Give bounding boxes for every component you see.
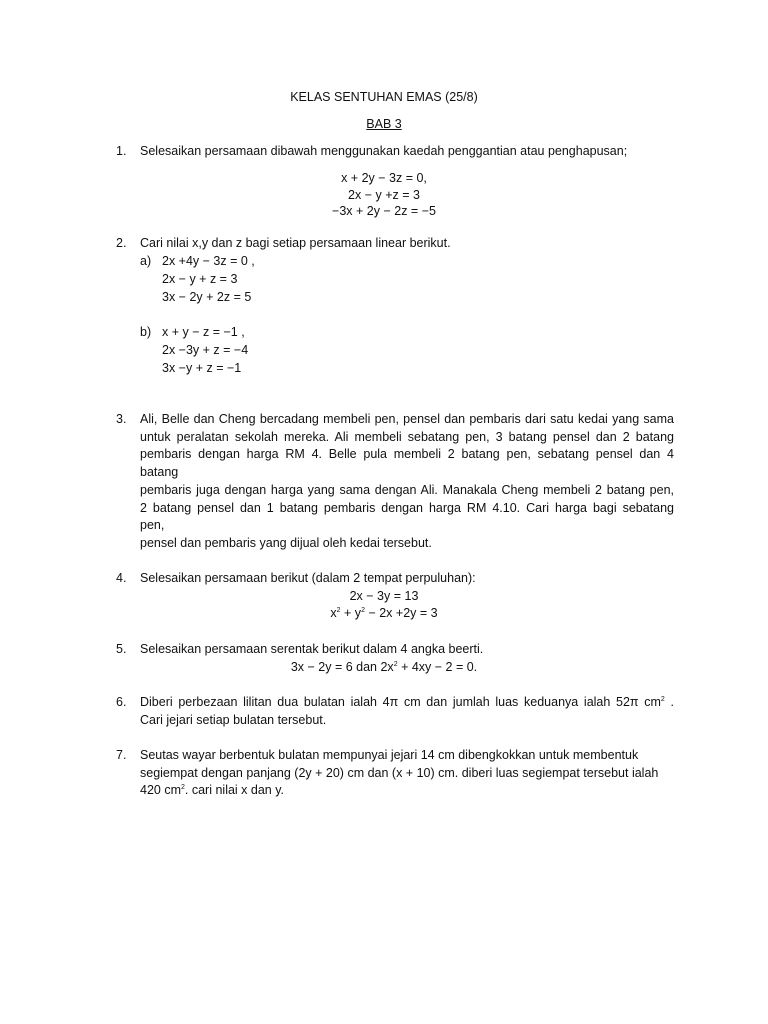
q6-number: 6. bbox=[116, 695, 127, 709]
q3-number: 3. bbox=[116, 412, 127, 426]
q5-equation bbox=[0, 659, 768, 675]
q2b-equation-1: x + y − z = −1 , bbox=[162, 325, 245, 339]
q7-line-3-text: . cari nilai x dan y. bbox=[184, 783, 285, 797]
q1-text: Selesaikan persamaan dibawah menggunakan kaedah penggantian atau penghapusan; bbox=[140, 144, 628, 158]
q4-number: 4. bbox=[116, 571, 127, 585]
q7-line-3-exponent: 2 bbox=[181, 784, 185, 791]
q7-line-1: Seutas wayar berbentuk bulatan mempunyai jejari 14 cm dibengkokkan untuk membentuk bbox=[140, 748, 639, 762]
q4-eq2-x-exponent: 2 bbox=[336, 607, 341, 614]
q4-eq2-y-exponent: 2 bbox=[361, 607, 365, 614]
q3-line-6: 2 batang pensel dan 1 batang pembaris dengan harga RM 4.10. Cari harga bagi sebatang bbox=[140, 501, 674, 515]
q3-line-5: pembaris juga dengan harga yang sama dengan Ali. Manakala Cheng membeli 2 batang pen, bbox=[140, 483, 674, 497]
q3-line-1: Ali, Belle dan Cheng bercadang membeli pen, pensel dan pembaris dari satu kedai yang sama bbox=[140, 412, 674, 426]
q2a-equation-1: 2x +4y − 3z = 0 , bbox=[162, 254, 255, 268]
q7-number: 7. bbox=[116, 748, 127, 762]
q2-number: 2. bbox=[116, 236, 127, 250]
q3-line-7: pen, bbox=[140, 518, 165, 532]
q2a-equation-3: 3x − 2y + 2z = 5 bbox=[162, 290, 252, 304]
q3-line-3: pembaris dengan harga RM 4. Belle pula membeli 2 batang pen, sebatang pensel dan 4 bbox=[140, 447, 674, 461]
q2b-label: b) bbox=[140, 325, 152, 339]
q3-line-4: batang bbox=[140, 465, 179, 479]
q1-equation-1: x + 2y − 3z = 0, bbox=[341, 171, 427, 185]
q7-line-3-value: 420 cm bbox=[140, 783, 181, 797]
page-title: KELAS SENTUHAN EMAS (25/8) bbox=[290, 90, 478, 104]
q6-line-1-text: Diberi perbezaan lilitan dua bulatan ialah 4π cm dan jumlah luas keduanya ialah 52π cm bbox=[140, 695, 661, 709]
q2b-equation-2: 2x −3y + z = −4 bbox=[162, 343, 249, 357]
q7-line-3 bbox=[140, 782, 284, 798]
q6-line-1-end: . bbox=[664, 695, 674, 709]
q5-eq-pre: 3x − 2y = 6 dan 2x bbox=[290, 660, 394, 674]
q1-number: 1. bbox=[116, 144, 127, 158]
q4-eq2-x: x bbox=[330, 606, 337, 620]
q1-equation-3: −3x + 2y − 2z = −5 bbox=[332, 204, 436, 218]
q5-text: Selesaikan persamaan serentak berikut dalam 4 angka beerti. bbox=[140, 642, 484, 656]
q3-line-2: untuk peralatan sekolah mereka. Ali membeli sebatang pen, 3 batang pensel dan 2 batang bbox=[140, 430, 674, 444]
q4-eq2-rest: − 2x +2y = 3 bbox=[364, 606, 438, 620]
q2b-equation-3: 3x −y + z = −1 bbox=[162, 361, 242, 375]
q5-eq-exponent: 2 bbox=[393, 661, 398, 668]
q2a-label: a) bbox=[140, 254, 152, 268]
q4-eq2-y: + y bbox=[340, 606, 362, 620]
chapter-heading bbox=[0, 116, 768, 132]
q4-text: Selesaikan persamaan berikut (dalam 2 tempat perpuluhan): bbox=[140, 571, 476, 585]
q6-line-2: Cari jejari setiap bulatan tersebut. bbox=[140, 713, 327, 727]
q4-equation-2 bbox=[0, 605, 768, 621]
q2-text: Cari nilai x,y dan z bagi setiap persamaan linear berikut. bbox=[140, 236, 451, 250]
q7-line-2: segiempat dengan panjang (2y + 20) cm dan (x + 10) cm. diberi luas segiempat tersebut ialah bbox=[140, 766, 659, 780]
q6-line-1 bbox=[140, 694, 674, 710]
q3-line-8: pensel dan pembaris yang dijual oleh kedai tersebut. bbox=[140, 536, 432, 550]
q1-equation-2: 2x − y +z = 3 bbox=[348, 188, 420, 202]
chapter-heading-text: BAB 3 bbox=[366, 117, 402, 131]
q4-equation-1: 2x − 3y = 13 bbox=[349, 589, 419, 603]
q2a-equation-2: 2x − y + z = 3 bbox=[162, 272, 238, 286]
q6-line-1-exponent: 2 bbox=[660, 696, 665, 703]
q5-number: 5. bbox=[116, 642, 127, 656]
q5-eq-post: + 4xy − 2 = 0. bbox=[397, 660, 478, 674]
